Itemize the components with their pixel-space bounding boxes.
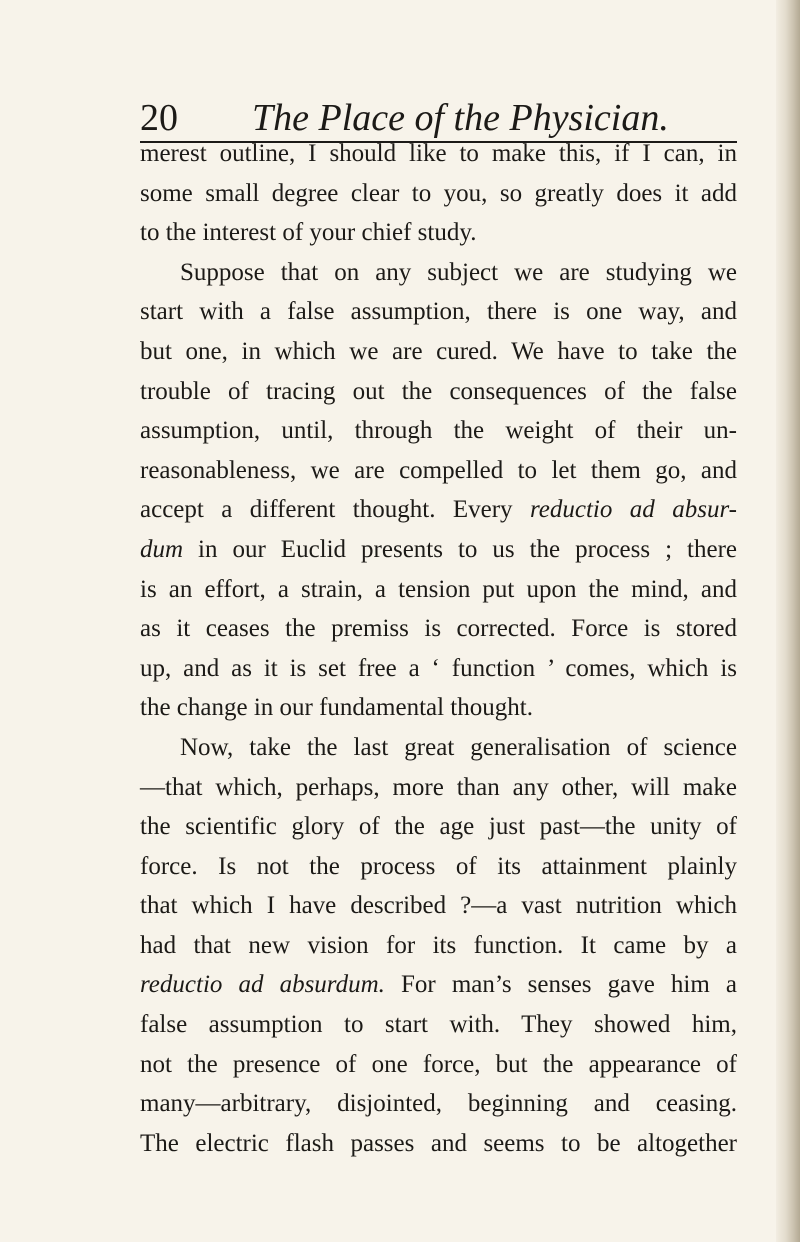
text-line: but one, in which we are cured. We have to take the (140, 337, 737, 365)
text-segment: For man’s senses gave him a (384, 971, 737, 999)
text-line: not the presence of one force, but the appearance of (140, 1050, 737, 1078)
text-line: the change in our fundamental thought. (140, 694, 533, 722)
text-line: merest outline, I should like to make this, if I can, in (140, 140, 737, 167)
text-segment: in our Euclid presents to us the process ; there (183, 535, 737, 563)
running-head (0, 64, 760, 139)
page-number: 20 (140, 97, 178, 139)
text-line: the scientific glory of the age just past—the unity of (140, 813, 737, 841)
italic-phrase: dum (140, 535, 184, 563)
text-line: —that which, perhaps, more than any other, will make (140, 773, 737, 801)
text-line (140, 530, 737, 570)
text-line: force. Is not the process of its attainment plainly (140, 852, 737, 880)
text-line: false assumption to start with. They showed him, (140, 1011, 737, 1039)
text-line: had that new vision for its function. It came by a (140, 931, 737, 959)
text-line: is an effort, a strain, a tension put upon the mind, and (140, 575, 737, 603)
text-line: many—arbitrary, disjointed, beginning and ceasing. (140, 1090, 737, 1118)
body-text (140, 134, 737, 1163)
text-line: Now, take the last great generalisation of science (180, 733, 737, 761)
text-line: assumption, until, through the weight of their un- (140, 417, 737, 445)
text-line: trouble of tracing out the consequences of the false (140, 377, 737, 405)
text-line: some small degree clear to you, so greatly does it add (140, 179, 737, 207)
text-line: reasonableness, we are compelled to let them go, and (140, 456, 737, 484)
text-line (140, 490, 737, 530)
text-line: up, and as it is set free a ‘ function ’ comes, which is (140, 654, 737, 682)
page-edge-shadow (776, 0, 800, 1242)
text-line: that which I have described ?—a vast nutrition which (140, 892, 737, 920)
italic-phrase: reductio ad absur- (529, 496, 737, 524)
text-line: The electric flash passes and seems to be altogether (140, 1129, 737, 1157)
running-title: The Place of the Physician. (252, 97, 669, 139)
text-segment: accept a different thought. Every (140, 496, 530, 524)
italic-phrase: reductio ad absurdum. (140, 971, 385, 999)
text-line: start with a false assumption, there is one way, and (140, 298, 737, 326)
text-line (140, 965, 737, 1005)
text-line: as it ceases the premiss is corrected. Force is stored (140, 615, 737, 643)
text-line: Suppose that on any subject we are studying we (180, 258, 737, 286)
text-line: to the interest of your chief study. (140, 219, 477, 247)
